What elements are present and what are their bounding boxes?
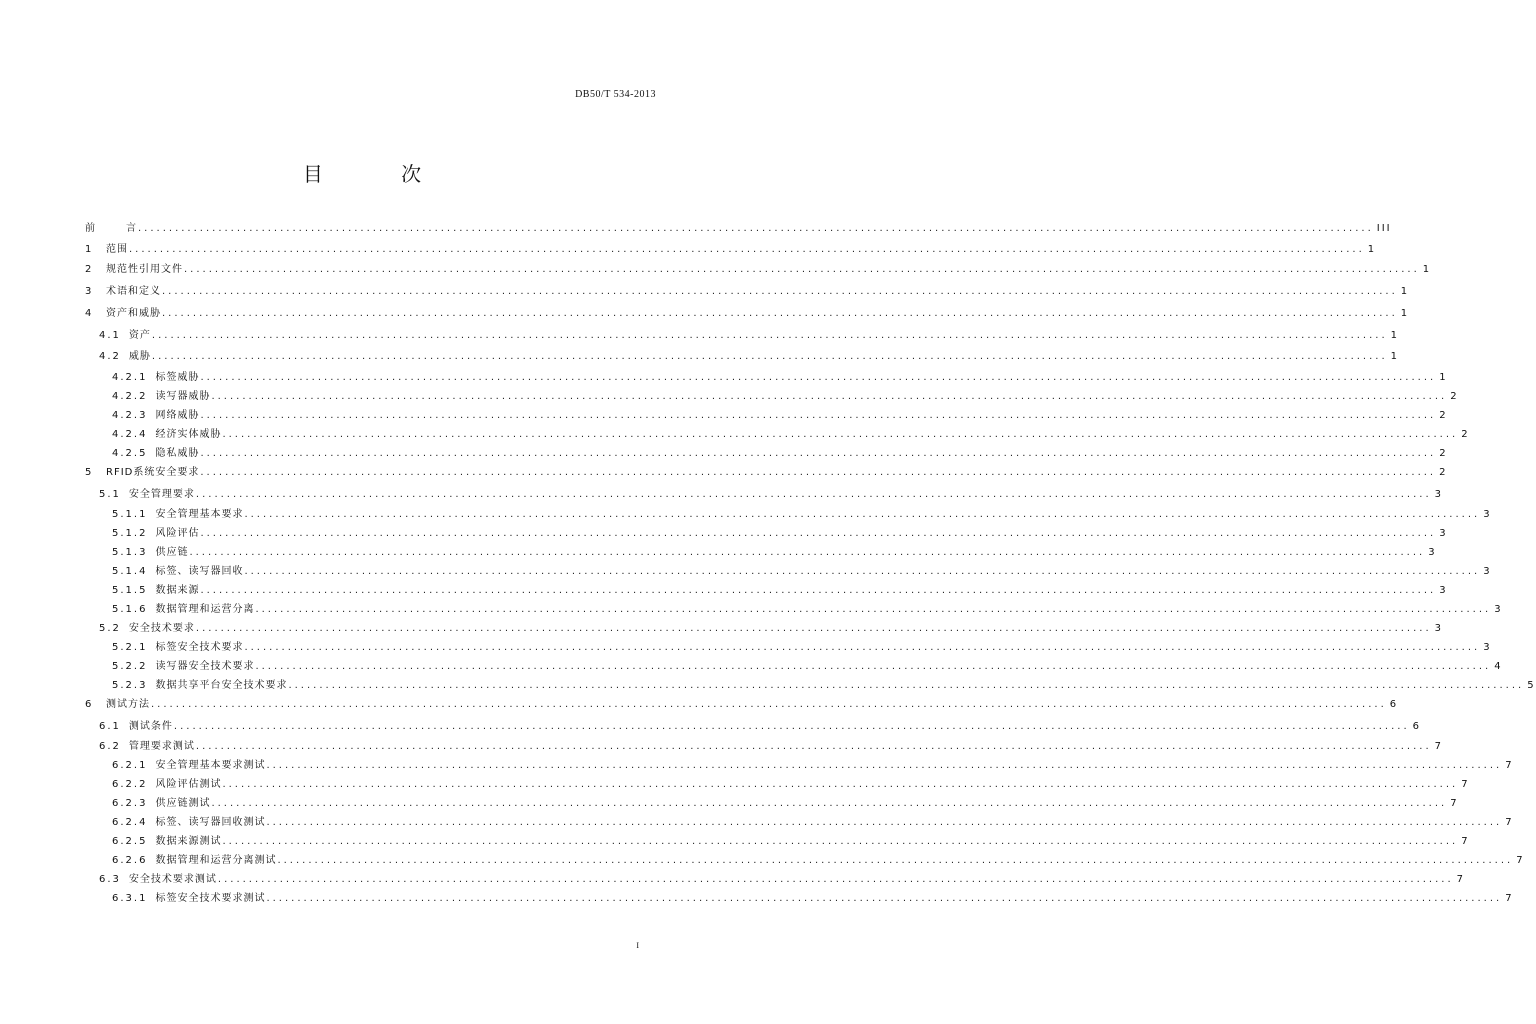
toc-entry — [85, 695, 1399, 717]
toc-dot-leader: ........................................................................................................................................................................................................ — [184, 264, 1420, 275]
toc-entry — [85, 737, 1444, 756]
toc-entry-page: 3 — [1439, 528, 1448, 539]
page-title: 目 次 — [302, 162, 458, 186]
toc-entry-number: 6.2.4 — [112, 817, 148, 828]
document-code: DB50/T 534-2013 — [575, 89, 656, 100]
toc-entry-number: 4.2.1 — [112, 372, 148, 383]
toc-dot-leader: ........................................................................................................................................................................................................ — [255, 604, 1492, 615]
toc-dot-leader: ........................................................................................................................................................................................................ — [277, 855, 1514, 866]
toc-entry-page: 2 — [1439, 410, 1448, 421]
toc-entry-page: III — [1376, 223, 1392, 234]
toc-entry-number: 4.1 — [99, 330, 121, 341]
toc-entry-number: 5.1.2 — [112, 528, 148, 539]
toc-entry-label: 标签安全技术要求测试 — [155, 893, 266, 904]
toc-entry-number: 4.2.3 — [112, 410, 148, 421]
toc-dot-leader: ........................................................................................................................................................................................................ — [244, 642, 1481, 653]
toc-dot-leader: ........................................................................................................................................................................................................ — [200, 372, 1437, 383]
toc-dot-leader: ........................................................................................................................................................................................................ — [200, 528, 1437, 539]
toc-dot-leader: ........................................................................................................................................................................................................ — [138, 223, 1374, 234]
toc-entry-number: 4.2.2 — [112, 391, 148, 402]
toc-entry — [85, 240, 1377, 260]
toc-entry-number: 6.2 — [99, 741, 121, 752]
toc-entry-label: 安全管理要求 — [128, 489, 195, 500]
toc-entry — [85, 326, 1400, 347]
toc-entry-number: 6.2.3 — [112, 798, 148, 809]
toc-entry — [85, 717, 1422, 737]
toc-entry — [85, 889, 1514, 908]
toc-dot-leader: ........................................................................................................................................................................................................ — [129, 244, 1365, 255]
toc-entry-label: 术语和定义 — [106, 286, 161, 297]
toc-entry — [85, 543, 1437, 562]
toc-dot-leader: ........................................................................................................................................................................................................ — [195, 489, 1432, 500]
toc-entry-label: 威胁 — [128, 351, 151, 362]
toc-entry — [85, 638, 1492, 657]
toc-entry-page: 6 — [1412, 721, 1422, 732]
toc-entry — [85, 463, 1448, 485]
toc-dot-leader: ........................................................................................................................................................................................................ — [222, 836, 1459, 847]
toc-entry-page: 3 — [1434, 489, 1444, 500]
toc-entry — [85, 304, 1410, 326]
toc-dot-leader: ........................................................................................................................................................................................................ — [200, 585, 1437, 596]
toc-dot-leader: ........................................................................................................................................................................................................ — [222, 779, 1459, 790]
toc-entry-page: 3 — [1439, 585, 1448, 596]
toc-entry-page: 3 — [1483, 566, 1492, 577]
toc-entry — [85, 775, 1470, 794]
toc-entry — [85, 832, 1470, 851]
toc-dot-leader: ........................................................................................................................................................................................................ — [173, 721, 1410, 732]
toc-entry-page: 4 — [1494, 661, 1503, 672]
toc-entry-page: 1 — [1400, 308, 1410, 319]
toc-entry-label: 资产和威胁 — [106, 308, 161, 319]
table-of-contents — [85, 219, 1536, 908]
toc-entry-number: 6.2.2 — [112, 779, 148, 790]
toc-dot-leader: ........................................................................................................................................................................................................ — [151, 330, 1388, 341]
toc-entry-page: 1 — [1390, 330, 1400, 341]
toc-entry — [85, 505, 1492, 524]
toc-entry-label: 标签安全技术要求 — [155, 642, 244, 653]
toc-entry — [85, 260, 1432, 282]
toc-entry-page: 1 — [1439, 372, 1448, 383]
toc-entry-label: 隐私威胁 — [155, 448, 200, 459]
toc-entry — [85, 425, 1470, 444]
toc-entry-page: 7 — [1461, 779, 1470, 790]
toc-dot-leader: ........................................................................................................................................................................................................ — [266, 760, 1503, 771]
toc-dot-leader: ........................................................................................................................................................................................................ — [244, 509, 1481, 520]
toc-entry-number: 6.2.6 — [112, 855, 148, 866]
toc-dot-leader: ........................................................................................................................................................................................................ — [211, 391, 1448, 402]
toc-entry — [85, 813, 1514, 832]
toc-entry-page: 7 — [1434, 741, 1444, 752]
toc-entry-number: 5.1.1 — [112, 509, 148, 520]
toc-entry-label: 读写器威胁 — [155, 391, 211, 402]
toc-entry — [85, 282, 1410, 304]
toc-entry-label: 网络威胁 — [155, 410, 200, 421]
toc-dot-leader: ........................................................................................................................................................................................................ — [222, 429, 1459, 440]
toc-entry-number: 1 — [85, 244, 94, 255]
toc-entry-page: 3 — [1434, 623, 1444, 634]
toc-entry-label: 标签威胁 — [155, 372, 200, 383]
toc-entry-label: 安全管理基本要求测试 — [155, 760, 266, 771]
toc-dot-leader: ........................................................................................................................................................................................................ — [195, 623, 1432, 634]
toc-entry-number: 5.1.4 — [112, 566, 148, 577]
toc-entry-label: 读写器安全技术要求 — [155, 661, 255, 672]
toc-entry-label: 测试方法 — [106, 699, 150, 710]
toc-dot-leader: ........................................................................................................................................................................................................ — [162, 286, 1398, 297]
toc-entry — [85, 444, 1448, 463]
toc-entry-number: 5.2.1 — [112, 642, 148, 653]
toc-entry-page: 7 — [1505, 817, 1514, 828]
toc-entry-number: 5.2.2 — [112, 661, 148, 672]
toc-dot-leader: ........................................................................................................................................................................................................ — [195, 741, 1432, 752]
toc-entry-label: 管理要求测试 — [128, 741, 195, 752]
toc-dot-leader: ........................................................................................................................................................................................................ — [162, 308, 1398, 319]
toc-entry — [85, 368, 1448, 387]
toc-entry-label: 言 — [126, 223, 137, 234]
toc-entry-page: 2 — [1461, 429, 1470, 440]
toc-dot-leader: ........................................................................................................................................................................................................ — [151, 699, 1387, 710]
toc-dot-leader: ........................................................................................................................................................................................................ — [200, 410, 1437, 421]
toc-entry-number: 4.2 — [99, 351, 121, 362]
toc-dot-leader: ........................................................................................................................................................................................................ — [200, 467, 1437, 478]
toc-entry — [85, 600, 1503, 619]
toc-entry-number: 5.2.3 — [112, 680, 148, 691]
toc-entry-label: 数据管理和运营分离 — [155, 604, 255, 615]
toc-dot-leader: ........................................................................................................................................................................................................ — [244, 566, 1481, 577]
toc-entry-label: 规范性引用文件 — [106, 264, 183, 275]
toc-entry-page: 2 — [1439, 448, 1448, 459]
toc-entry-label: 数据管理和运营分离测试 — [155, 855, 277, 866]
page-number: I — [636, 941, 639, 950]
toc-entry-number: 5.2 — [99, 623, 121, 634]
toc-entry-page: 3 — [1483, 509, 1492, 520]
toc-entry-page: 7 — [1456, 874, 1466, 885]
toc-entry-page: 1 — [1422, 264, 1432, 275]
toc-entry-label: 风险评估 — [155, 528, 200, 539]
toc-entry-page: 5 — [1527, 680, 1536, 691]
toc-entry-number: 2 — [85, 264, 94, 275]
toc-entry-label: 范围 — [106, 244, 128, 255]
toc-entry-label: 安全技术要求测试 — [128, 874, 217, 885]
toc-entry — [85, 794, 1459, 813]
toc-entry — [85, 524, 1448, 543]
toc-entry-number: 5.1.3 — [112, 547, 148, 558]
toc-entry-label: 资产 — [128, 330, 151, 341]
toc-entry — [85, 219, 1392, 240]
toc-entry-label: RFID系统安全要求 — [106, 467, 200, 478]
toc-entry-page: 1 — [1367, 244, 1377, 255]
toc-entry — [85, 485, 1444, 505]
toc-entry-page: 3 — [1494, 604, 1503, 615]
toc-dot-leader: ........................................................................................................................................................................................................ — [151, 351, 1388, 362]
toc-dot-leader: ........................................................................................................................................................................................................ — [288, 680, 1525, 691]
toc-entry-label: 安全管理基本要求 — [155, 509, 244, 520]
toc-dot-leader: ........................................................................................................................................................................................................ — [211, 798, 1448, 809]
toc-entry — [85, 870, 1466, 889]
toc-entry-page: 7 — [1505, 760, 1514, 771]
toc-entry-page: 2 — [1450, 391, 1459, 402]
toc-entry-number: 5.1.6 — [112, 604, 148, 615]
toc-entry-label: 供应链测试 — [155, 798, 211, 809]
toc-dot-leader: ........................................................................................................................................................................................................ — [200, 448, 1437, 459]
toc-dot-leader: ........................................................................................................................................................................................................ — [189, 547, 1426, 558]
toc-entry-label: 供应链 — [155, 547, 189, 558]
toc-entry — [85, 676, 1536, 695]
toc-entry-label: 安全技术要求 — [128, 623, 195, 634]
toc-entry-number: 前 — [85, 223, 97, 234]
toc-entry — [85, 619, 1444, 638]
toc-entry-number: 4.2.4 — [112, 429, 148, 440]
toc-entry — [85, 657, 1503, 676]
toc-dot-leader: ........................................................................................................................................................................................................ — [266, 817, 1503, 828]
toc-entry-number: 3 — [85, 286, 94, 297]
toc-entry-number: 4.2.5 — [112, 448, 148, 459]
toc-entry-label: 标签、读写器回收 — [155, 566, 244, 577]
toc-entry-page: 3 — [1483, 642, 1492, 653]
toc-dot-leader: ........................................................................................................................................................................................................ — [217, 874, 1454, 885]
toc-entry-label: 数据共享平台安全技术要求 — [155, 680, 288, 691]
toc-entry-number: 6.2.5 — [112, 836, 148, 847]
toc-entry — [85, 581, 1448, 600]
toc-entry-number: 6.3.1 — [112, 893, 148, 904]
toc-entry — [85, 562, 1492, 581]
toc-entry-page: 3 — [1428, 547, 1437, 558]
toc-entry-page: 6 — [1389, 699, 1399, 710]
toc-entry-number: 5 — [85, 467, 94, 478]
toc-entry-page: 7 — [1505, 893, 1514, 904]
toc-entry — [85, 756, 1514, 775]
toc-entry-page: 1 — [1390, 351, 1400, 362]
toc-entry-number: 6 — [85, 699, 94, 710]
toc-entry-label: 经济实体威胁 — [155, 429, 222, 440]
toc-entry-page: 1 — [1400, 286, 1410, 297]
toc-entry-label: 风险评估测试 — [155, 779, 222, 790]
toc-entry-number: 5.1.5 — [112, 585, 148, 596]
toc-entry — [85, 851, 1525, 870]
toc-entry-page: 2 — [1439, 467, 1448, 478]
toc-entry-page: 7 — [1450, 798, 1459, 809]
toc-dot-leader: ........................................................................................................................................................................................................ — [255, 661, 1492, 672]
toc-entry-page: 7 — [1461, 836, 1470, 847]
toc-entry — [85, 347, 1400, 368]
toc-entry-label: 数据来源 — [155, 585, 200, 596]
toc-entry — [85, 387, 1459, 406]
toc-dot-leader: ........................................................................................................................................................................................................ — [266, 893, 1503, 904]
toc-entry-number: 4 — [85, 308, 94, 319]
toc-entry-label: 测试条件 — [128, 721, 173, 732]
toc-entry-label: 数据来源测试 — [155, 836, 222, 847]
toc-entry-number: 5.1 — [99, 489, 121, 500]
toc-entry-number: 6.2.1 — [112, 760, 148, 771]
toc-entry-label: 标签、读写器回收测试 — [155, 817, 266, 828]
toc-entry-number: 6.3 — [99, 874, 121, 885]
toc-entry-number: 6.1 — [99, 721, 121, 732]
toc-entry-page: 7 — [1516, 855, 1525, 866]
toc-entry — [85, 406, 1448, 425]
